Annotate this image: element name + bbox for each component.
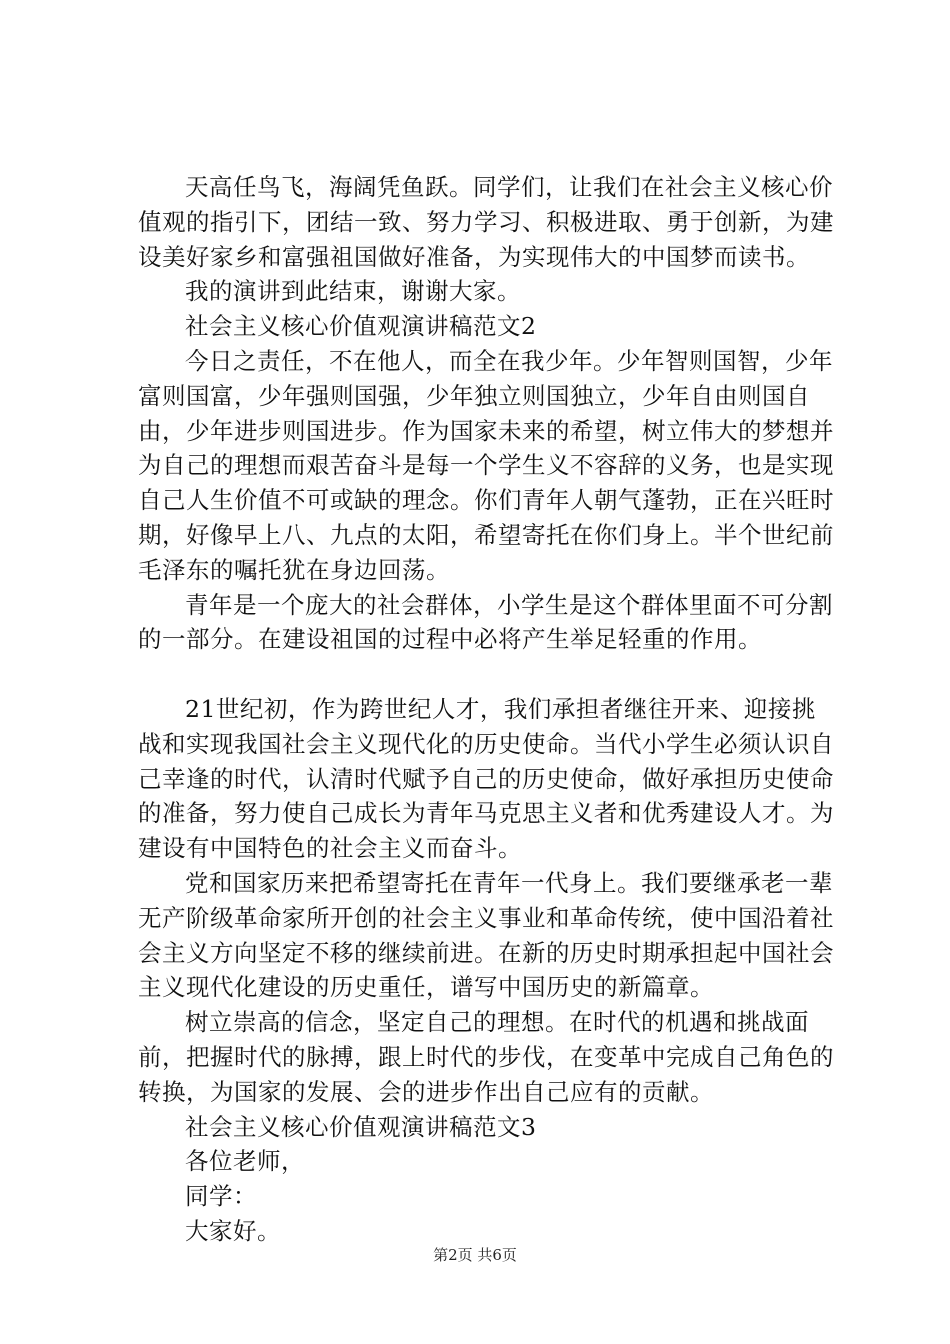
document-body [138, 170, 838, 1249]
page-footer: 第2页 共6页 [433, 1246, 517, 1264]
paragraph-closing-remarks: 天高任鸟飞，海阔凭鱼跃。同学们，让我们在社会主义核心价值观的指引下，团结一致、努力学习、积极进取、勇于创新，为建设美好家乡和富强祖国做好准备，为实现伟大的中国梦而读书。 [138, 173, 834, 271]
greeting: 大家好。 [185, 1216, 281, 1245]
paragraph-21st-century: 21世纪初，作为跨世纪人才，我们承担者继往开来、迎接挑战和实现我国社会主义现代化的历史使命。当代小学生必须认识自己幸逢的时代，认清时代赋予自己的历史使命，做好承担历史使命的准备，努力使自己成长为青年马克思主义者和优秀建设人才。为建设有中国特色的社会主义而奋斗。 [138, 694, 834, 863]
paragraph-youth-group: 青年是一个庞大的社会群体，小学生是这个群体里面不可分割的一部分。在建设祖国的过程中必将产生举足轻重的作用。 [138, 590, 833, 654]
paragraph-lofty-ideals: 树立崇高的信念，坚定自己的理想。在时代的机遇和挑战面前，把握时代的脉搏，跟上时代的步伐，在变革中完成自己角色的转换，为国家的发展、会的进步作出自己应有的贡献。 [138, 1008, 834, 1106]
paragraph-thanks: 我的演讲到此结束，谢谢大家。 [185, 277, 521, 306]
salutation-students: 同学： [185, 1182, 257, 1211]
paragraph-party-and-nation: 党和国家历来把希望寄托在青年一代身上。我们要继承老一辈无产阶级革命家所开创的社会主义事业和革命传统，使中国沿着社会主义方向坚定不移的继续前进。在新的历史时期承担起中国社会主义现代化建设的历史重任，谱写中国历史的新篇章。 [138, 868, 834, 1002]
paragraph-youth-responsibility: 今日之责任，不在他人，而全在我少年。少年智则国智，少年富则国富，少年强则国强，少年独立则国独立，少年自由则国自由，少年进步则国进步。作为国家未来的希望，树立伟大的梦想并为自己的理想而艰苦奋斗是每一个学生义不容辞的义务，也是实现自己人生价值不可或缺的理念。你们青年人朝气蓬勃，正在兴旺时期，好像早上八、九点的太阳，希望寄托在你们身上。半个世纪前毛泽东的嘱托犹在身边回荡。 [138, 346, 834, 584]
section-heading-sample-3: 社会主义核心价值观演讲稿范文3 [185, 1112, 537, 1141]
section-heading-sample-2: 社会主义核心价值观演讲稿范文2 [185, 312, 537, 341]
salutation-teachers: 各位老师， [185, 1147, 305, 1176]
